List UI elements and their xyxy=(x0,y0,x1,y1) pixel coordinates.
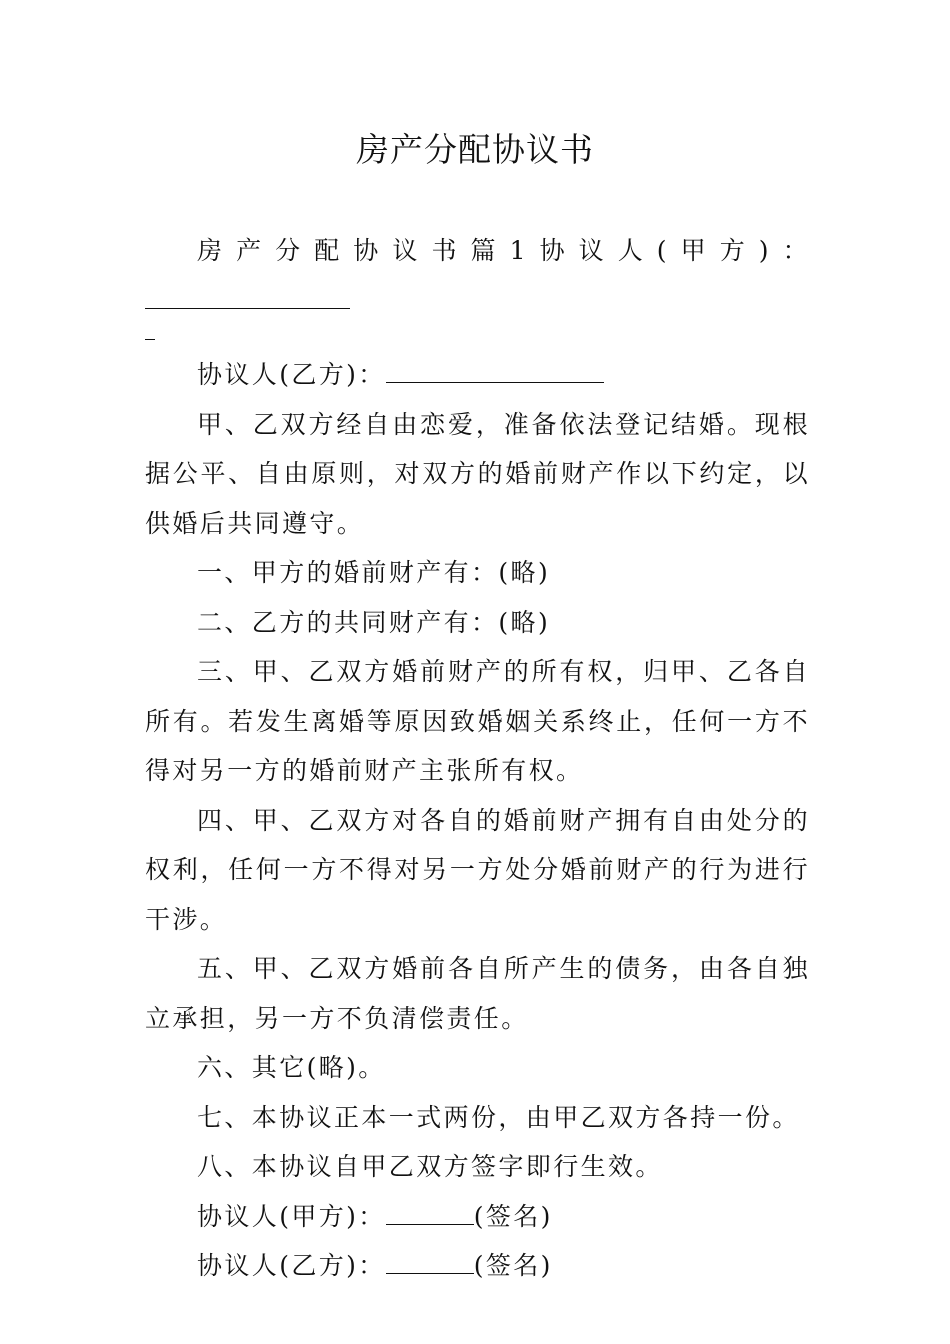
signature-a-suffix: (签名) xyxy=(473,1201,553,1231)
signature-b-suffix: (签名) xyxy=(473,1251,553,1280)
clause-5: 五、甲、乙双方婚前各自所产生的债务，由各自独立承担，另一方不负清偿责任。 xyxy=(145,954,810,1033)
signature-b-label: 协议人(乙方)： xyxy=(197,1251,386,1280)
document-title: 房产分配协议书 xyxy=(356,130,594,169)
clause-3: 三、甲、乙双方婚前财产的所有权，归甲、乙各自所有。若发生离婚等原因致婚姻关系终止，任何一方不得对另一方的婚前财产主张所有权。 xyxy=(145,657,810,785)
party-b-label: 协议人(乙方)： xyxy=(197,360,386,389)
blank-tail xyxy=(145,325,155,340)
signature-a-blank xyxy=(386,1202,474,1225)
party-b-blank xyxy=(386,360,604,383)
document-body xyxy=(145,226,810,1291)
signature-a-label: 协议人(甲方)： xyxy=(197,1201,386,1231)
intro-text: 房产分配协议书篇1协议人(甲方)： xyxy=(197,236,810,265)
clause-8: 八、本协议自甲乙双方签字即行生效。 xyxy=(197,1152,663,1181)
clause-6: 六、其它(略)。 xyxy=(197,1053,386,1082)
intro-line xyxy=(145,226,810,325)
signature-b-blank xyxy=(386,1251,474,1274)
clause-2: 二、乙方的共同财产有：(略) xyxy=(197,607,551,637)
paragraph-preamble: 甲、乙双方经自由恋爱，准备依法登记结婚。现根据公平、自由原则，对双方的婚前财产作以下约定，以供婚后共同遵守。 xyxy=(145,409,810,538)
clause-4: 四、甲、乙双方对各自的婚前财产拥有自由处分的权利，任何一方不得对另一方处分婚前财产的行为进行干涉。 xyxy=(145,805,810,934)
clause-7: 七、本协议正本一式两份，由甲乙双方各持一份。 xyxy=(197,1102,800,1132)
signature-a-line xyxy=(145,1192,810,1242)
signature-b-line xyxy=(145,1241,810,1291)
clause-1: 一、甲方的婚前财产有：(略) xyxy=(197,558,551,587)
party-b-line xyxy=(145,350,810,400)
party-a-blank xyxy=(145,286,350,309)
intro-blank-continuation xyxy=(145,325,810,350)
